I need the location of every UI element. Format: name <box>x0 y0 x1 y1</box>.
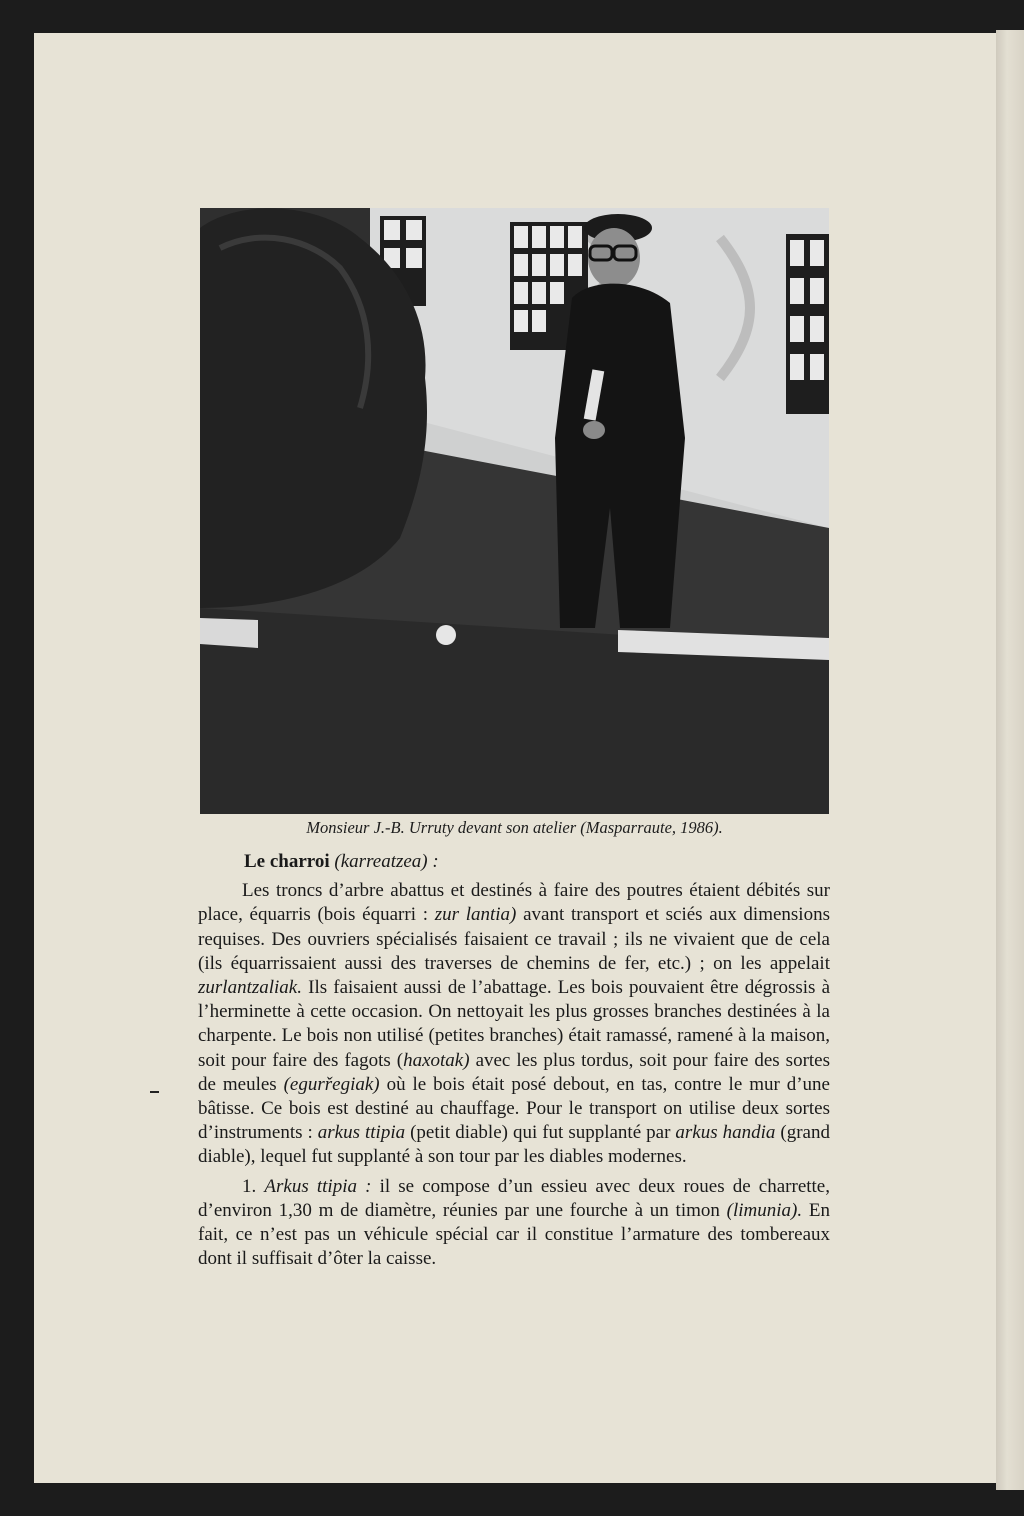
section-heading <box>198 850 830 874</box>
basque-term: Arkus ttipia : <box>264 1175 372 1197</box>
paragraph-1: Les troncs d’arbre abattus et destinés à faire des poutres étaient débités sur place, équarris (bois équarri : zur lantia) avant transport et sciés aux dimensions requises. Des ouvriers spécialisés faisaient ce travail ; ils ne vivaient que de cela (ils équarrissaient aussi des traverses de chemins de fer, etc.) ; on les appelait zurlantzaliak. Ils faisaient aussi de l’abattage. Les bois pouvaient être dégrossis à l’herminette à cette occasion. On nettoyait les plus grosses branches destinées à la charpente. Le bois non utilisé (petites branches) était ramassé, ramené à la maison, soit pour faire des fagots (haxotak) avec les plus tordus, soit pour faire des sortes de meules (egurřegiak) où le bois était posé debout, en tas, contre le mur d’une bâtisse. Ce bois est destiné au chauffage. Pour le transport on utilise deux sortes d’instruments : arkus ttipia (petit diable) qui fut supplanté par arkus handia (grand diable), lequel fut supplanté à son tour par les diables modernes. <box>198 880 830 1168</box>
basque-term: zurlantzaliak. <box>198 977 302 999</box>
paragraph-2: 1. Arkus ttipia : il se compose d’un essieu avec deux roues de charrette, d’environ 1,30 m de diamètre, réunies par une fourche à un timon (limunia). En fait, ce n’est pas un véhicule spécial car il constitue l’armature des tombereaux dont il suffisait d’ôter la caisse. <box>198 1175 831 1270</box>
photograph-urruty <box>200 208 829 814</box>
margin-mark <box>150 1091 159 1093</box>
section-title-basque: (karreatzea) : <box>334 851 439 872</box>
basque-term: (egurřegiak) <box>283 1073 380 1095</box>
basque-term: zur lantia) <box>434 904 517 926</box>
article-body <box>198 850 830 1271</box>
facing-page-edge <box>996 30 1024 1490</box>
section-title: Le charroi <box>244 851 330 872</box>
photo-caption: Monsieur J.-B. Urruty devant son atelier (Masparraute, 1986). <box>306 818 723 837</box>
basque-term: arkus ttipia <box>317 1122 406 1144</box>
basque-term: arkus handia <box>675 1122 776 1144</box>
basque-term: haxotak) <box>403 1049 470 1071</box>
basque-term: (limunia). <box>726 1199 803 1221</box>
